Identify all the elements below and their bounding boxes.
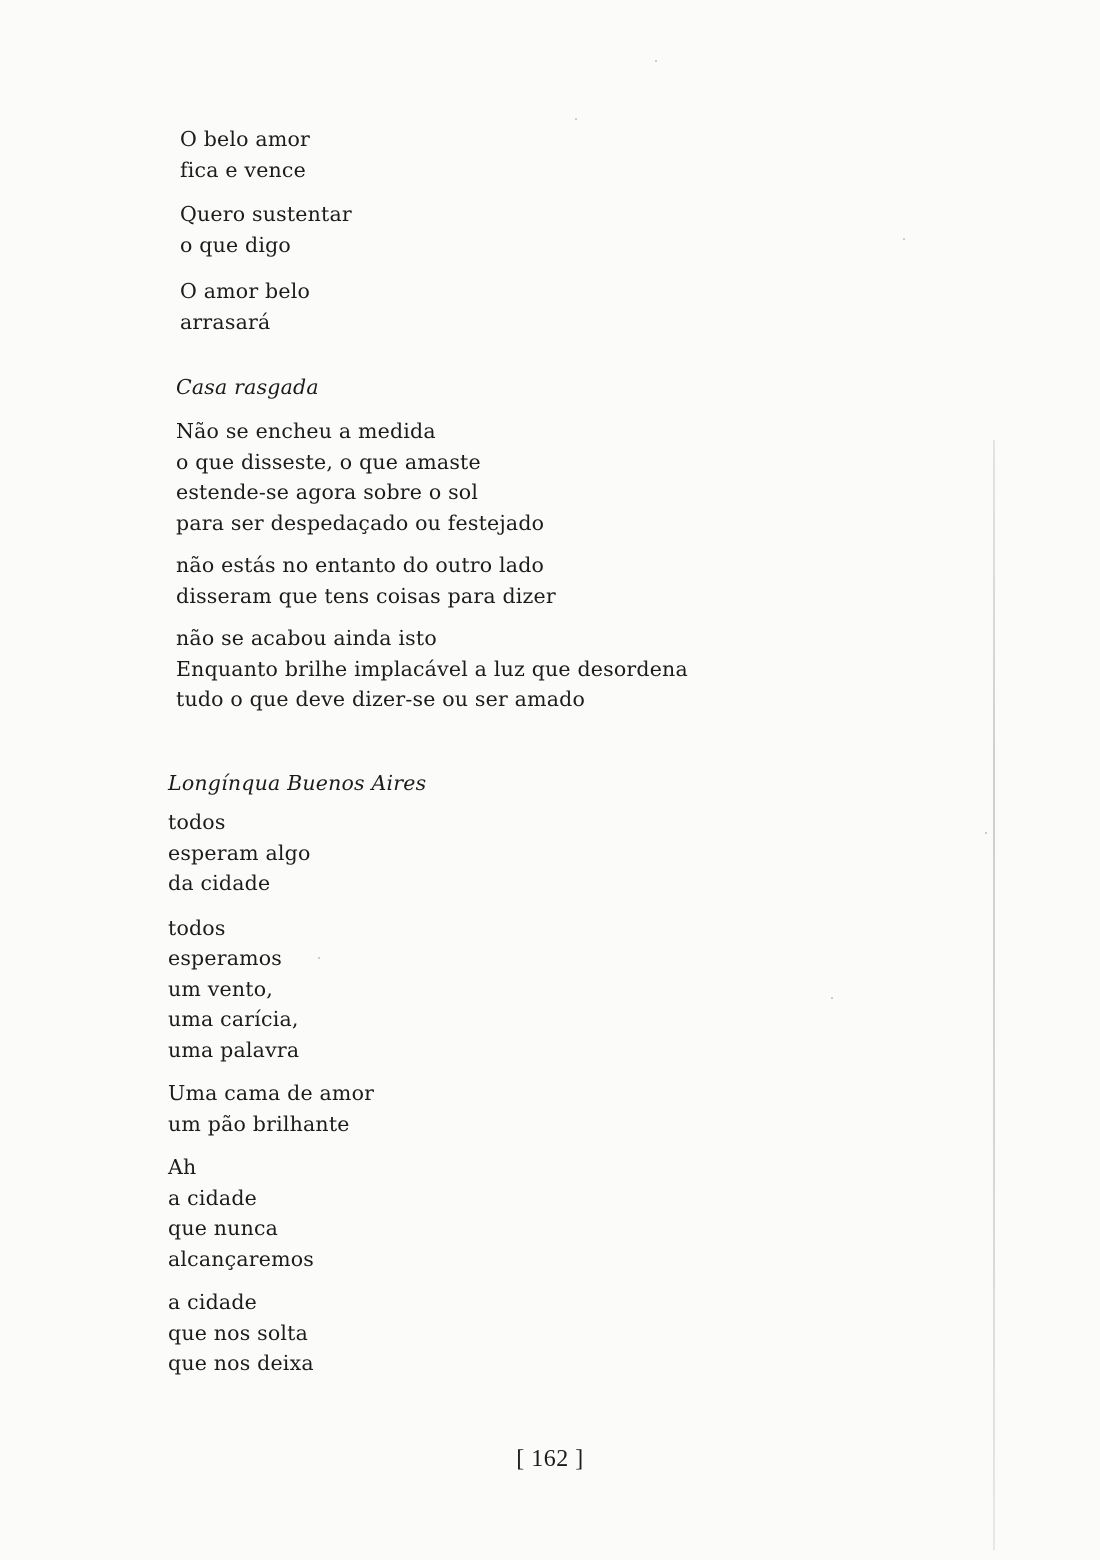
stanza [180,124,352,185]
verse-line: não estás no entanto do outro lado [176,553,545,577]
stanza [168,807,426,899]
poem-casa-rasgada [176,372,688,715]
verse-line: um pão brilhante [168,1111,350,1136]
verse-line: que nos deixa [168,1351,314,1375]
scan-speck [575,118,577,120]
verse-line: que nunca [168,1216,279,1240]
verse-line: estende-se agora sobre o sol [176,480,479,504]
poem-title: Casa rasgada [176,375,319,399]
verse-line: Não se encheu a medida [176,419,436,443]
verse-line: para ser despedaçado ou festejado [176,510,545,535]
verse-line: não se acabou ainda isto [176,626,437,650]
verse-line: Uma cama de amor [168,1081,375,1105]
verse-line: uma palavra [168,1037,300,1062]
stanza [180,276,352,337]
stanza [176,416,688,538]
verse-line: disseram que tens coisas para dizer [176,583,556,608]
verse-line: O belo amor [180,127,310,151]
verse-line: todos [168,915,226,940]
stanza [168,1152,426,1274]
verse-line: que nos solta [168,1320,309,1345]
verse-line: a cidade [168,1185,257,1210]
verse-line: Ah [168,1155,197,1179]
scan-speck [985,832,987,834]
stanza [176,550,688,611]
verse-line: Quero sustentar [180,202,352,226]
stanza [168,913,426,1066]
verse-line: O amor belo [180,279,310,303]
verse-line: a cidade [168,1290,257,1314]
scan-speck [903,238,905,240]
stanza [176,623,688,715]
verse-line: uma carícia, [168,1007,299,1031]
verse-line: fica e vence [180,157,306,182]
page-edge-shadow [993,440,995,1550]
scan-speck [831,997,833,999]
verse-line: esperamos [168,946,283,970]
verse-line: arrasará [180,309,271,334]
verse-line: da cidade [168,871,271,895]
verse-line: o que disseste, o que amaste [176,449,481,474]
poem-title: Longínqua Buenos Aires [168,771,427,795]
verse-line: o que digo [180,232,291,257]
stanza [168,1287,426,1379]
verse-line: Enquanto brilhe implacável a luz que desordena [176,656,688,681]
stanza [180,199,352,260]
poem-end [180,124,352,337]
verse-line: todos [168,810,226,834]
poem-longinqua-buenos-aires [168,768,426,1379]
verse-line: tudo o que deve dizer-se ou ser amado [176,687,586,711]
page-number: [ 162 ] [516,1446,584,1472]
verse-line: alcançaremos [168,1246,315,1271]
verse-line: um vento, [168,976,273,1001]
verse-line: esperam algo [168,840,311,865]
scan-speck [655,60,657,62]
stanza [168,1078,426,1139]
